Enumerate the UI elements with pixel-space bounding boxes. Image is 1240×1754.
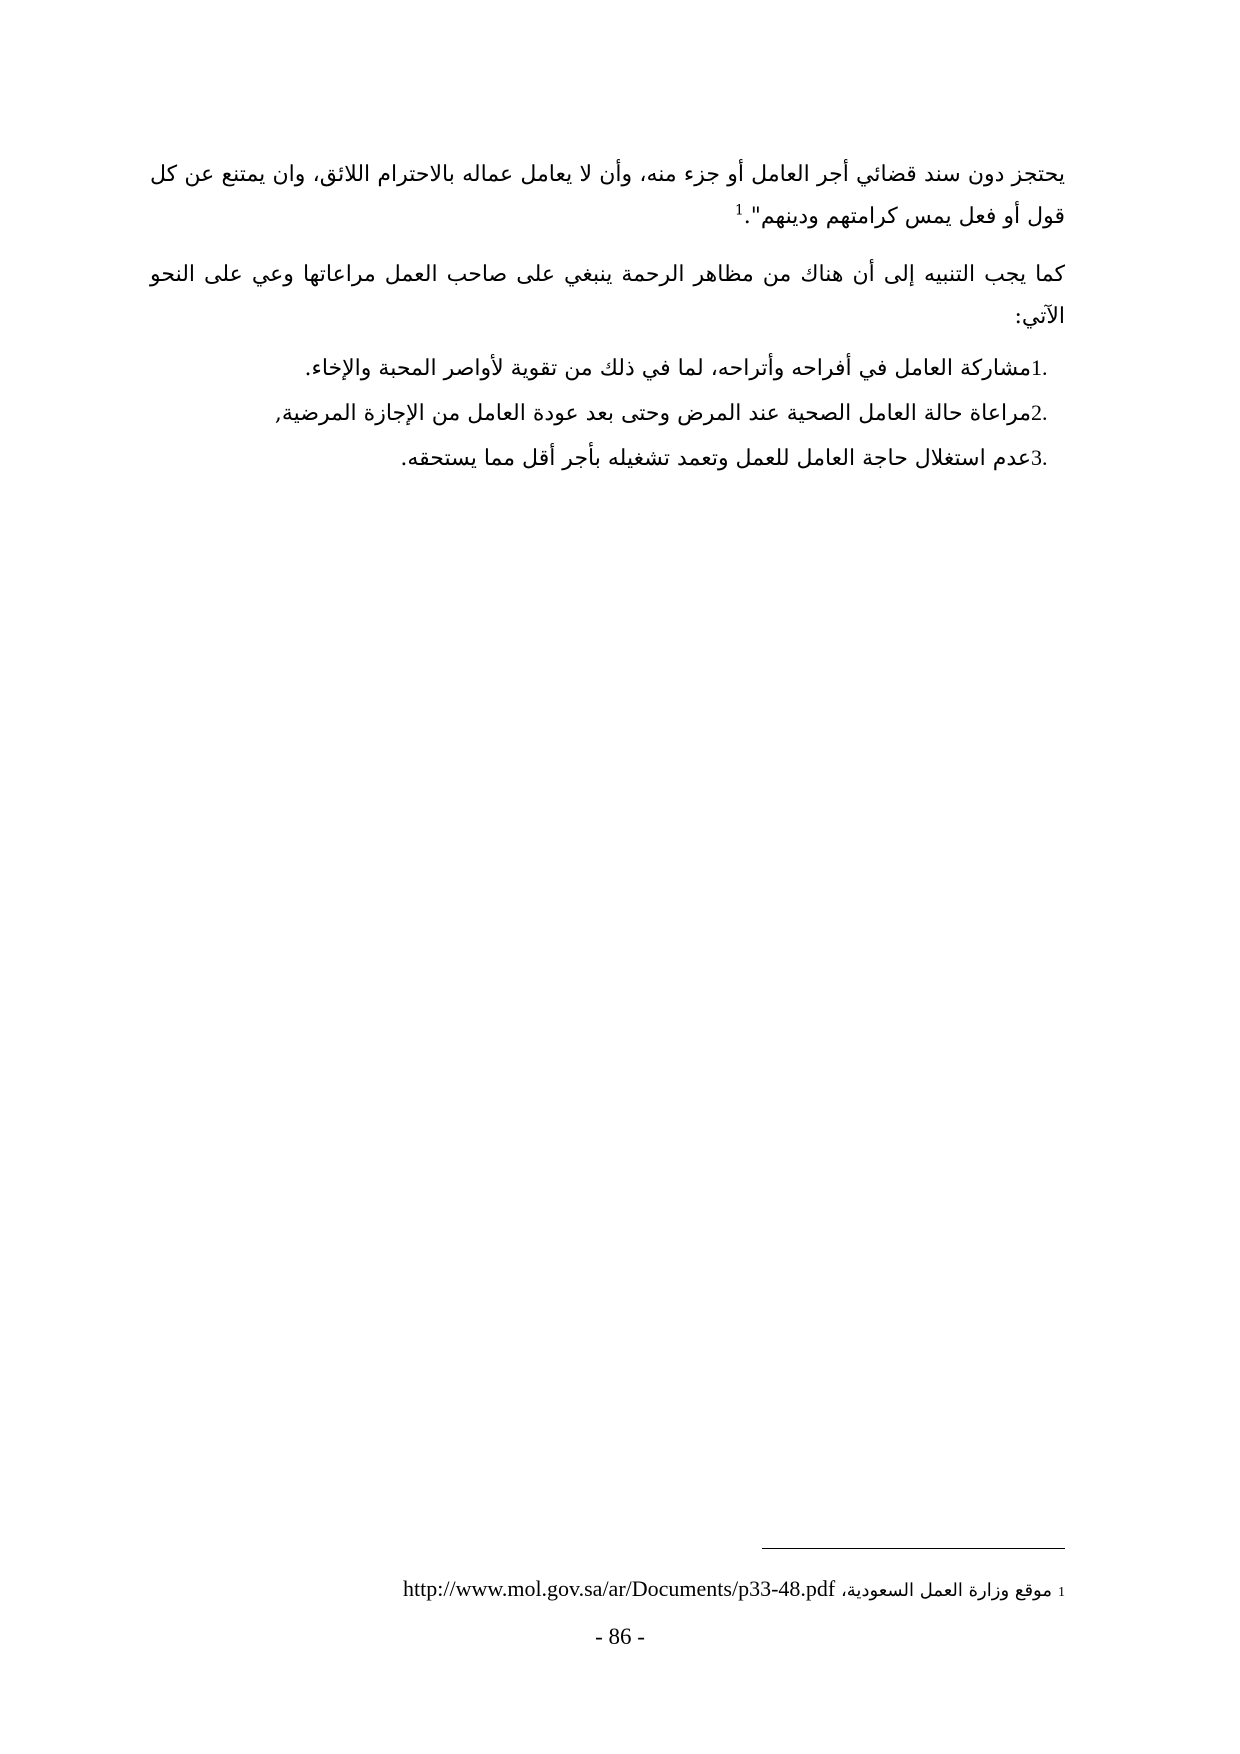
list-item-number: 2. xyxy=(1031,400,1048,425)
paragraph-2-text: كما يجب التنبيه إلى أن هناك من مظاهر الرحمة ينبغي على صاحب العمل مراعاتها وعي على النحو الآتي: xyxy=(150,262,1065,329)
page-number: - 86 - xyxy=(595,1624,645,1649)
numbered-list xyxy=(150,347,1065,482)
list-item-text: مراعاة حالة العامل الصحية عند المرض وحتى بعد عودة العامل من الإجازة المرضية, xyxy=(274,401,1031,426)
paragraph-2 xyxy=(150,254,1065,338)
paragraph-1-text: يحتجز دون سند قضائي أجر العامل أو جزء منه، وأن لا يعامل عماله بالاحترام اللائق، وان يمتنع عن كل قول أو فعل يمس كرامتهم ودينهم". xyxy=(150,162,1065,229)
footnote-number: 1 xyxy=(1058,1585,1065,1600)
paragraph-1 xyxy=(150,154,1065,238)
list-item-number: 1. xyxy=(1031,355,1048,380)
list-item xyxy=(150,392,1065,437)
list-item-text: عدم استغلال حاجة العامل للعمل وتعمد تشغيله بأجر أقل مما يستحقه. xyxy=(400,446,1031,471)
footnote-text: موقع وزارة العمل السعودية، xyxy=(840,1580,1052,1601)
footnote-separator xyxy=(762,1548,1065,1549)
list-item xyxy=(150,347,1065,392)
list-item-text: مشاركة العامل في أفراحه وأتراحه، لما في ذلك من تقوية لأواصر المحبة والإخاء. xyxy=(304,356,1031,381)
footnote-url: http://www.mol.gov.sa/ar/Documents/p33-48.pdf xyxy=(403,1576,836,1601)
footnote-reference: 1 xyxy=(734,202,744,219)
list-item-number: 3. xyxy=(1031,445,1048,470)
list-item xyxy=(150,437,1065,482)
footnote xyxy=(403,1576,1065,1602)
